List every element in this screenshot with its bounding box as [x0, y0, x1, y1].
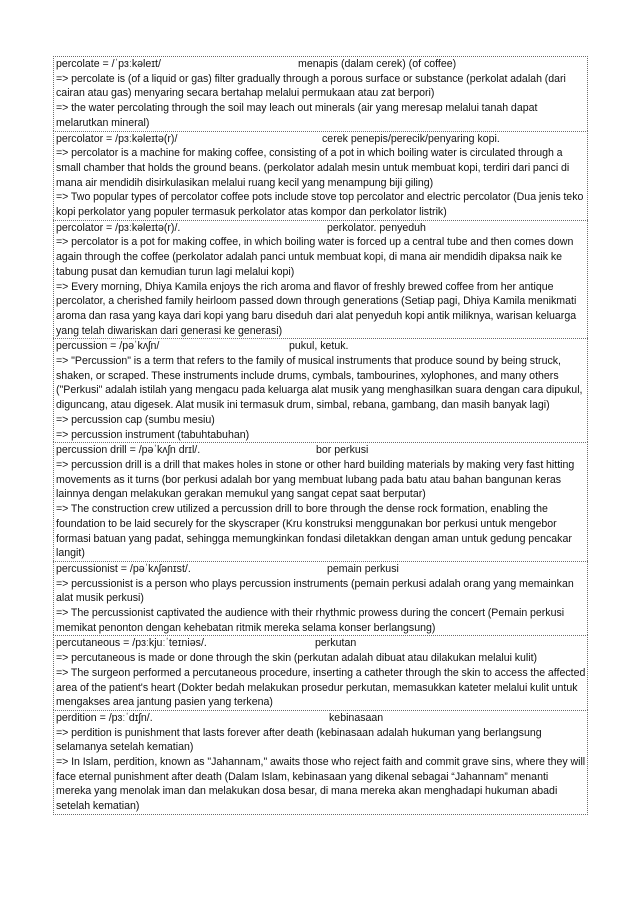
entry-percussionist [53, 561, 588, 636]
entry-percussion [53, 338, 588, 442]
entry-definition: => percolator is a pot for making coffee, in which boiling water is forced up a central tube and then comes down again through the coffee (perkolator adalah panci untuk membuat kopi, di mana air mendidih dipaksa naik ke tabung pusat dan kemudian turun lagi melalui kopi) [56, 236, 574, 278]
entry-definition: => perdition is punishment that lasts forever after death (kebinasaan adalah hukuman yang berlangsung selamanya setelah kematian) [56, 726, 542, 754]
entry-percutaneous [53, 635, 588, 710]
entry-header [56, 711, 586, 726]
entry-example: => Two popular types of percolator coffee pots include stove top percolator and electric percolator (Dua jenis teko kopi perkolator yang populer termasuk perkolator atas kompor dan perkolator listrik) [56, 191, 584, 219]
entry-definition: => percolator is a machine for making coffee, consisting of a pot in which boiling water is circulated through a small chamber that holds the ground beans. (perkolator adalah mesin untuk membuat kopi, terdiri dari panci di mana air mendidih disirkulasikan melalui ruang kecil yang menampung biji giling) [56, 147, 570, 189]
entry-term: percolator = /pɜːkəleɪtə(r)/. [56, 221, 181, 234]
entry-definition: => percussionist is a person who plays percussion instruments (pemain perkusi adalah orang yang memainkan alat musik perkusi) [56, 577, 574, 605]
entry-example: => The construction crew utilized a percussion drill to bore through the dense rock formation, enabling the foundation to be laid securely for the skyscraper (Kru konstruksi menggunakan bor perkusi untuk mengebor formasi batuan yang padat, sehingga memungkinkan fondasi diletakkan dengan aman untuk gedung pencakar langit) [56, 503, 572, 560]
entry-example: => In Islam, perdition, known as "Jahannam," awaits those who reject faith and commit grave sins, where they will face eternal punishment after death (Dalam Islam, kebinasaan yang dikenal sebagai “Jahannam” menanti mereka yang menolak iman dan melakukan dosa besar, di mana mereka akan menghadapi hukuman abadi setelah kematian) [56, 756, 586, 813]
vocabulary-sheet [53, 56, 588, 815]
entry-header [56, 57, 586, 72]
entry-meaning: perkutan [315, 637, 357, 650]
entry-term: percussion = /pəˈkʌʃn/ [56, 340, 160, 353]
entry-header [56, 339, 586, 354]
entry-perdition [53, 710, 588, 815]
entry-example: => Every morning, Dhiya Kamila enjoys the rich aroma and flavor of freshly brewed coffee from her antique percolator, a cherished family heirloom passed down through generations (Setiap pagi, Dhiya Kamila menikmati aroma dan rasa yang kaya dari kopi yang baru diseduh dari alat penyeduh kopi antik miliknya, warisan keluarga yang telah diwariskan dari generasi ke generasi) [56, 280, 577, 337]
entry-meaning: menapis (dalam cerek) (of coffee) [298, 58, 457, 70]
entry-term: percolator = /pɜːkəleɪtə(r)/ [56, 132, 178, 145]
entry-term: percutaneous = /pɜːkjuːˈteɪniəs/. [56, 637, 207, 650]
entry-meaning: pemain perkusi [327, 562, 399, 575]
entry-meaning: cerek penepis/perecik/penyaring kopi. [322, 132, 500, 145]
entry-percolator-brewer [53, 220, 588, 339]
entry-percolator-coffee-pot [53, 131, 588, 220]
entry-example: => percussion cap (sumbu mesiu) [56, 413, 215, 426]
entry-header [56, 132, 586, 147]
entry-meaning: kebinasaan [329, 711, 384, 724]
entry-definition: => "Percussion" is a term that refers to the family of musical instruments that produce sound by being struck, shaken, or scraped. These instruments include drums, cymbals, tambourines, xylophones, and many others ("Perkusi" adalah istilah yang mengacu pada keluarga alat musik yang menghasilkan suara dengan cara dipukul, diguncang, atau digesek. Alat musik ini termasuk drum, simbal, rebana, gambang, dan masih banyak lagi) [56, 355, 583, 412]
entry-meaning: pukul, ketuk. [289, 340, 349, 353]
entry-percolate [53, 56, 588, 131]
entry-header [56, 443, 586, 458]
entry-definition: => percolate is (of a liquid or gas) filter gradually through a porous surface or substance (perkolat adalah (dari cairan atau gas) menyaring secara bertahap melalui permukaan atau zat berpori) [56, 72, 566, 100]
entry-header [56, 221, 586, 236]
entry-term: percolate = /ˈpɜːkəleɪt/ [56, 58, 161, 70]
entry-term: percussion drill = /pəˈkʌʃn drɪl/. [56, 444, 201, 457]
entry-example: => percussion instrument (tabuhtabuhan) [56, 428, 250, 441]
entry-definition: => percutaneous is made or done through the skin (perkutan adalah dibuat atau dilakukan melalui kulit) [56, 652, 538, 665]
entry-header [56, 636, 586, 651]
entry-example: => the water percolating through the soil may leach out minerals (air yang meresap melalui tanah dapat melarutkan mineral) [56, 102, 538, 129]
entry-header [56, 562, 586, 577]
entry-term: percussionist = /pəˈkʌʃənɪst/. [56, 562, 191, 575]
entry-percussion-drill [53, 442, 588, 561]
entry-example: => The percussionist captivated the audience with their rhythmic prowess during the concert (Pemain perkusi memikat penonton dengan kehebatan ritmik mereka selama konser berlangsung) [56, 607, 565, 634]
entry-definition: => percussion drill is a drill that makes holes in stone or other hard building materials by making very fast hitting movements as it turns (bor perkusi adalah bor yang membuat lubang pada batu atau bahan bangunan keras lainnya dengan melakukan gerakan memukul yang sangat cepat saat berputar) [56, 458, 575, 501]
entry-meaning: perkolator. penyeduh [327, 221, 426, 234]
entry-meaning: bor perkusi [316, 444, 369, 457]
entry-example: => The surgeon performed a percutaneous procedure, inserting a catheter through the skin to access the affected area of the patient's heart (Dokter bedah melakukan prosedur perkutan, memasukkan kateter melalui kulit untuk mengakses area jantung pasien yang terkena) [56, 666, 586, 709]
entry-term: perdition = /pɜːˈdɪʃn/. [56, 711, 153, 724]
